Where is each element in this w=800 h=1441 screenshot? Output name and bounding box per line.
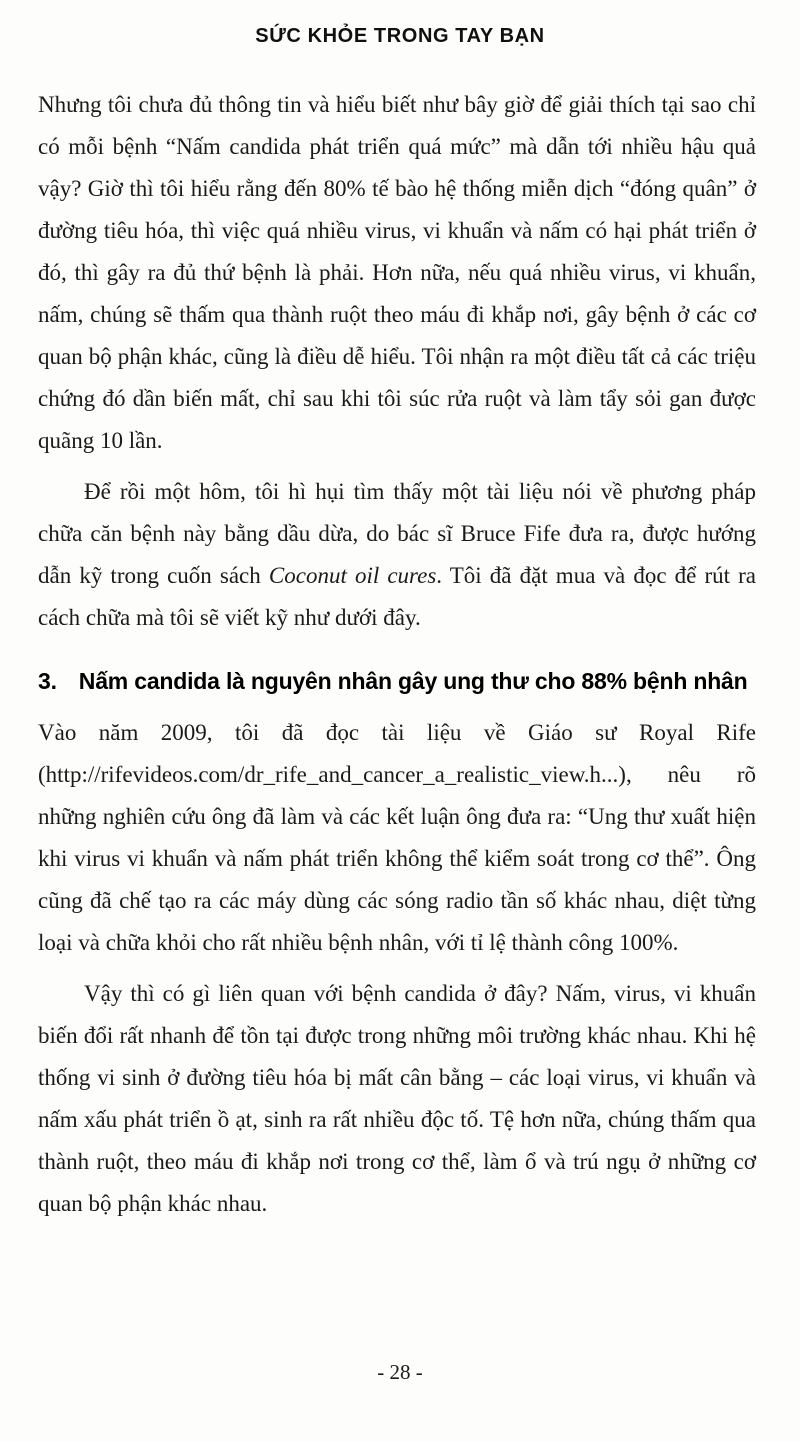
page-footer <box>0 1360 800 1385</box>
paragraph-2-text-after: . Tôi đã đặt mua và đọc để rút ra cách chữa mà tôi sẽ viết kỹ như dưới đây. <box>38 563 756 630</box>
paragraph-2-text-before: Để rồi một hôm, tôi hì hụi tìm thấy một tài liệu nói về phương pháp chữa căn bệnh này bằng dầu dừa, do bác sĩ Bruce Fife đưa ra, được hướng dẫn kỹ trong cuốn sách <box>38 479 756 588</box>
paragraph-2 <box>38 471 756 639</box>
book-title-italic: Coconut oil cures <box>268 563 437 588</box>
paragraph-4: Vậy thì có gì liên quan với bệnh candida ở đây? Nấm, virus, vi khuẩn biến đổi rất nhanh để tồn tại được trong những môi trường khác nhau. Khi hệ thống vi sinh ở đường tiêu hóa bị mất cân bằng – các loại virus, vi khuẩn và nấm xấu phát triển ồ ạt, sinh ra rất nhiều độc tố. Tệ hơn nữa, chúng thấm qua thành ruột, theo máu đi khắp nơi trong cơ thể, làm ổ và trú ngụ ở những cơ quan bộ phận khác nhau. <box>38 981 756 1216</box>
paragraph-1: Nhưng tôi chưa đủ thông tin và hiểu biết như bây giờ để giải thích tại sao chỉ có mỗi bệnh “Nấm candida phát triển quá mức” mà dẫn tới nhiều hậu quả vậy? Giờ thì tôi hiểu rằng đến 80% tế bào hệ thống miễn dịch “đóng quân” ở đường tiêu hóa, thì việc quá nhiều virus, vi khuẩn và nấm có hại phát triển ở đó, thì gây ra đủ thứ bệnh là phải. Hơn nữa, nếu quá nhiều virus, vi khuẩn, nấm, chúng sẽ thấm qua thành ruột theo máu đi khắp nơi, gây bệnh ở các cơ quan bộ phận khác, cũng là điều dễ hiểu. Tôi nhận ra một điều tất cả các triệu chứng đó dần biến mất, chỉ sau khi tôi súc rửa ruột và làm tẩy sỏi gan được quãng 10 lần. <box>38 92 756 453</box>
section-title: Nấm candida là nguyên nhân gây ung thư cho 88% bệnh nhân <box>78 668 748 694</box>
running-head-title: SỨC KHỎE TRONG TAY BẠN <box>255 25 545 47</box>
page-header <box>0 25 800 48</box>
section-number: 3. <box>38 668 57 694</box>
page-number: - 28 - <box>377 1360 423 1384</box>
paragraph-3: Vào năm 2009, tôi đã đọc tài liệu về Giáo sư Royal Rife (http://rifevideos.com/dr_rife_and_cancer_a_realistic_view.h...), nêu rõ những nghiên cứu ông đã làm và các kết luận ông đưa ra: “Ung thư xuất hiện khi virus vi khuẩn và nấm phát triển không thể kiểm soát trong cơ thể”. Ông cũng đã chế tạo ra các máy dùng các sóng radio tần số khác nhau, diệt từng loại và chữa khỏi cho rất nhiều bệnh nhân, với tỉ lệ thành công 100%. <box>38 720 756 955</box>
page-body <box>38 84 756 1234</box>
section-heading <box>38 665 756 697</box>
